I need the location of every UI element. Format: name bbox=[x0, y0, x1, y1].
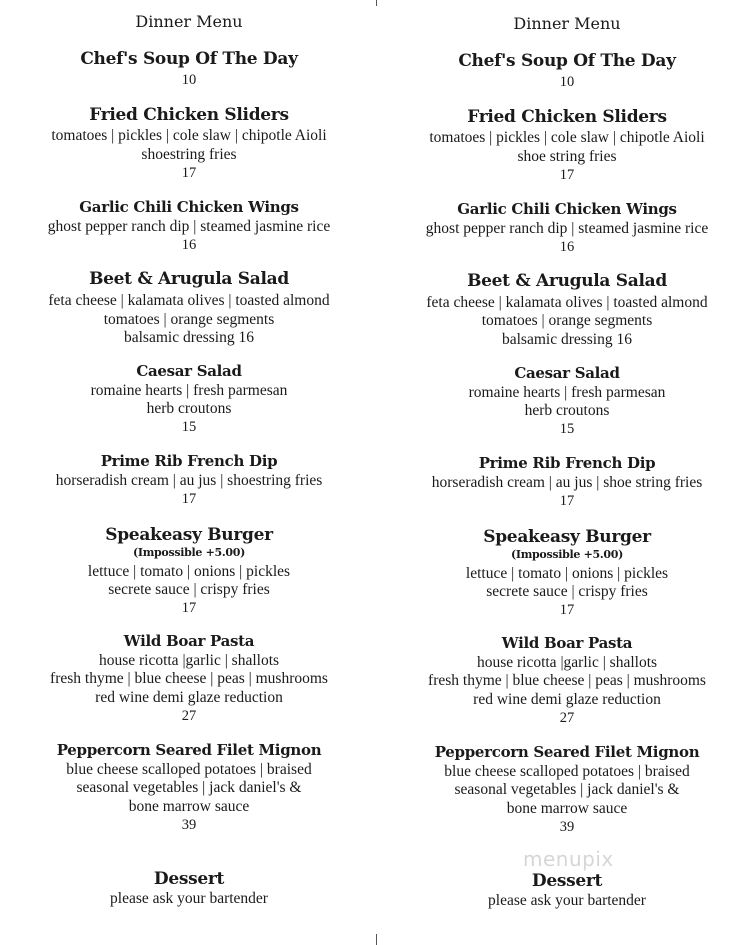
dish-price: 39 bbox=[559, 819, 575, 835]
dish-name: Dessert bbox=[153, 869, 225, 889]
dish-name: Fried Chicken Sliders bbox=[89, 105, 289, 125]
dish-price: 16 bbox=[559, 239, 575, 255]
dish-name: Prime Rib French Dip bbox=[478, 454, 656, 472]
menu-heading: Dinner Menu bbox=[135, 12, 243, 31]
menu-page-right bbox=[378, 0, 756, 945]
dish-detail: tomatoes | orange segments bbox=[481, 312, 653, 329]
dish-name: Prime Rib French Dip bbox=[100, 452, 278, 470]
dish-detail: feta cheese | kalamata olives | toasted almond bbox=[48, 292, 330, 309]
dish-price: 27 bbox=[559, 710, 575, 726]
dish-price: 17 bbox=[559, 493, 575, 509]
menu-heading: Dinner Menu bbox=[513, 14, 621, 33]
dish-price: 17 bbox=[181, 491, 197, 507]
dish-detail: secrete sauce | crispy fries bbox=[108, 581, 270, 598]
dish-price: 17 bbox=[559, 602, 575, 618]
dish-price: 15 bbox=[181, 419, 197, 435]
dish-detail: feta cheese | kalamata olives | toasted almond bbox=[426, 294, 708, 311]
fold-mark-bottom bbox=[376, 934, 377, 945]
dish-name: Peppercorn Seared Filet Mignon bbox=[56, 741, 322, 759]
dish-price: 39 bbox=[181, 817, 197, 833]
dish-name: Wild Boar Pasta bbox=[123, 632, 255, 650]
dish-price: 27 bbox=[181, 708, 197, 724]
dish-name: Peppercorn Seared Filet Mignon bbox=[434, 743, 700, 761]
dish-name: Beet & Arugula Salad bbox=[89, 269, 289, 289]
dish-price: 10 bbox=[181, 72, 197, 88]
dish-detail: fresh thyme | blue cheese | peas | mushrooms bbox=[50, 670, 328, 687]
dish-detail: tomatoes | pickles | cole slaw | chipotle Aioli bbox=[429, 129, 705, 146]
dish-detail: balsamic dressing 16 bbox=[501, 331, 632, 348]
dish-price: 17 bbox=[181, 165, 197, 181]
dish-name: Speakeasy Burger bbox=[483, 527, 651, 547]
dish-detail: secrete sauce | crispy fries bbox=[486, 583, 648, 600]
dish-detail: tomatoes | pickles | cole slaw | chipotle Aioli bbox=[51, 127, 327, 144]
dish-price: 16 bbox=[181, 237, 197, 253]
dish-detail: ghost pepper ranch dip | steamed jasmine rice bbox=[47, 218, 331, 235]
dish-detail: lettuce | tomato | onions | pickles bbox=[87, 563, 291, 580]
dish-name: Dessert bbox=[531, 871, 603, 891]
dish-detail: tomatoes | orange segments bbox=[103, 311, 275, 328]
dish-detail: balsamic dressing 16 bbox=[123, 329, 254, 346]
fold-mark-top bbox=[376, 0, 377, 6]
dish-detail: house ricotta |garlic | shallots bbox=[98, 652, 280, 669]
dish-detail: blue cheese scalloped potatoes | braised bbox=[66, 761, 312, 778]
dish-detail: shoestring fries bbox=[141, 146, 237, 163]
dish-price: 17 bbox=[559, 167, 575, 183]
dish-detail: herb croutons bbox=[524, 402, 610, 419]
watermark: menupix bbox=[523, 847, 614, 871]
dish-detail: romaine hearts | fresh parmesan bbox=[468, 384, 666, 401]
dish-subtitle: (Impossible +5.00) bbox=[510, 548, 624, 561]
dish-name: Caesar Salad bbox=[136, 362, 242, 380]
dish-detail: red wine demi glaze reduction bbox=[95, 689, 283, 706]
dish-name: Chef's Soup Of The Day bbox=[80, 49, 298, 69]
dish-detail: lettuce | tomato | onions | pickles bbox=[465, 565, 669, 582]
dish-name: Wild Boar Pasta bbox=[501, 634, 633, 652]
dish-price: 10 bbox=[559, 74, 575, 90]
dish-detail: fresh thyme | blue cheese | peas | mushrooms bbox=[428, 672, 706, 689]
dish-detail: blue cheese scalloped potatoes | braised bbox=[444, 763, 690, 780]
dish-detail: seasonal vegetables | jack daniel's & bbox=[454, 781, 680, 798]
dish-detail: house ricotta |garlic | shallots bbox=[476, 654, 658, 671]
dish-name: Speakeasy Burger bbox=[105, 525, 273, 545]
dish-detail: romaine hearts | fresh parmesan bbox=[90, 382, 288, 399]
dish-detail: shoe string fries bbox=[517, 148, 617, 165]
dish-name: Caesar Salad bbox=[514, 364, 620, 382]
dish-detail: horseradish cream | au jus | shoestring fries bbox=[55, 472, 323, 489]
dish-name: Chef's Soup Of The Day bbox=[458, 51, 676, 71]
dish-detail: seasonal vegetables | jack daniel's & bbox=[76, 779, 302, 796]
dish-detail: please ask your bartender bbox=[488, 892, 646, 909]
dish-name: Fried Chicken Sliders bbox=[467, 107, 667, 127]
dish-detail: bone marrow sauce bbox=[128, 798, 250, 815]
dish-detail: bone marrow sauce bbox=[506, 800, 628, 817]
dish-name: Garlic Chili Chicken Wings bbox=[79, 198, 299, 216]
dish-subtitle: (Impossible +5.00) bbox=[132, 546, 246, 559]
dish-name: Garlic Chili Chicken Wings bbox=[457, 200, 677, 218]
dish-price: 15 bbox=[559, 421, 575, 437]
dish-price: 17 bbox=[181, 600, 197, 616]
dish-detail: ghost pepper ranch dip | steamed jasmine rice bbox=[425, 220, 709, 237]
dish-detail: horseradish cream | au jus | shoe string fries bbox=[431, 474, 703, 491]
dish-detail: please ask your bartender bbox=[110, 890, 268, 907]
dish-detail: red wine demi glaze reduction bbox=[473, 691, 661, 708]
dish-name: Beet & Arugula Salad bbox=[467, 271, 667, 291]
dish-detail: herb croutons bbox=[146, 400, 232, 417]
